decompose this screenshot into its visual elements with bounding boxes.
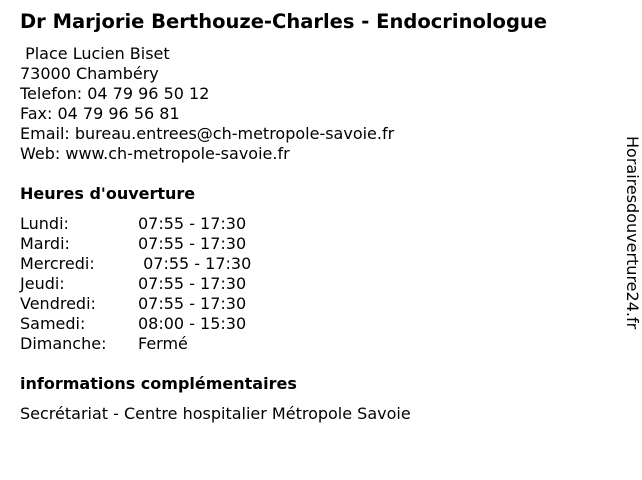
phone-number: Telefon: 04 79 96 50 12 bbox=[20, 84, 210, 103]
time-range: 07:55 - 17:30 bbox=[138, 294, 247, 313]
email-address: Email: bureau.entrees@ch-metropole-savoie.fr bbox=[20, 124, 395, 143]
city-address: 73000 Chambéry bbox=[20, 64, 159, 83]
hours-row-dimanche bbox=[20, 334, 251, 354]
day-label: Lundi: bbox=[20, 214, 69, 233]
time-range: 08:00 - 15:30 bbox=[138, 314, 247, 333]
info-text: Secrétariat - Centre hospitalier Métropole Savoie bbox=[20, 404, 411, 423]
time-range: 07:55 - 17:30 bbox=[138, 214, 247, 233]
fax-number: Fax: 04 79 96 56 81 bbox=[20, 104, 180, 123]
day-label: Vendredi: bbox=[20, 294, 96, 313]
day-label: Samedi: bbox=[20, 314, 86, 333]
day-label: Mercredi: bbox=[20, 254, 95, 273]
hours-row-lundi bbox=[20, 214, 251, 234]
page-title: Dr Marjorie Berthouze-Charles - Endocrinologue bbox=[20, 10, 548, 33]
time-range: Fermé bbox=[138, 334, 188, 353]
hours-heading: Heures d'ouverture bbox=[20, 184, 196, 203]
hours-row-jeudi bbox=[20, 274, 251, 294]
hours-row-vendredi bbox=[20, 294, 251, 314]
day-label: Dimanche: bbox=[20, 334, 107, 353]
info-heading: informations complémentaires bbox=[20, 374, 297, 393]
time-range: 07:55 - 17:30 bbox=[138, 254, 252, 273]
hours-row-mardi bbox=[20, 234, 251, 254]
contact-block bbox=[20, 44, 394, 164]
website-address: Web: www.ch-metropole-savoie.fr bbox=[20, 144, 290, 163]
time-range: 07:55 - 17:30 bbox=[138, 234, 247, 253]
street-address: Place Lucien Biset bbox=[20, 44, 170, 63]
day-label: Jeudi: bbox=[20, 274, 65, 293]
hours-table bbox=[20, 214, 251, 354]
hours-row-mercredi bbox=[20, 254, 251, 274]
hours-row-samedi bbox=[20, 314, 251, 334]
day-label: Mardi: bbox=[20, 234, 70, 253]
time-range: 07:55 - 17:30 bbox=[138, 274, 247, 293]
brand-watermark: Horairesdouverture24.fr bbox=[623, 136, 642, 330]
